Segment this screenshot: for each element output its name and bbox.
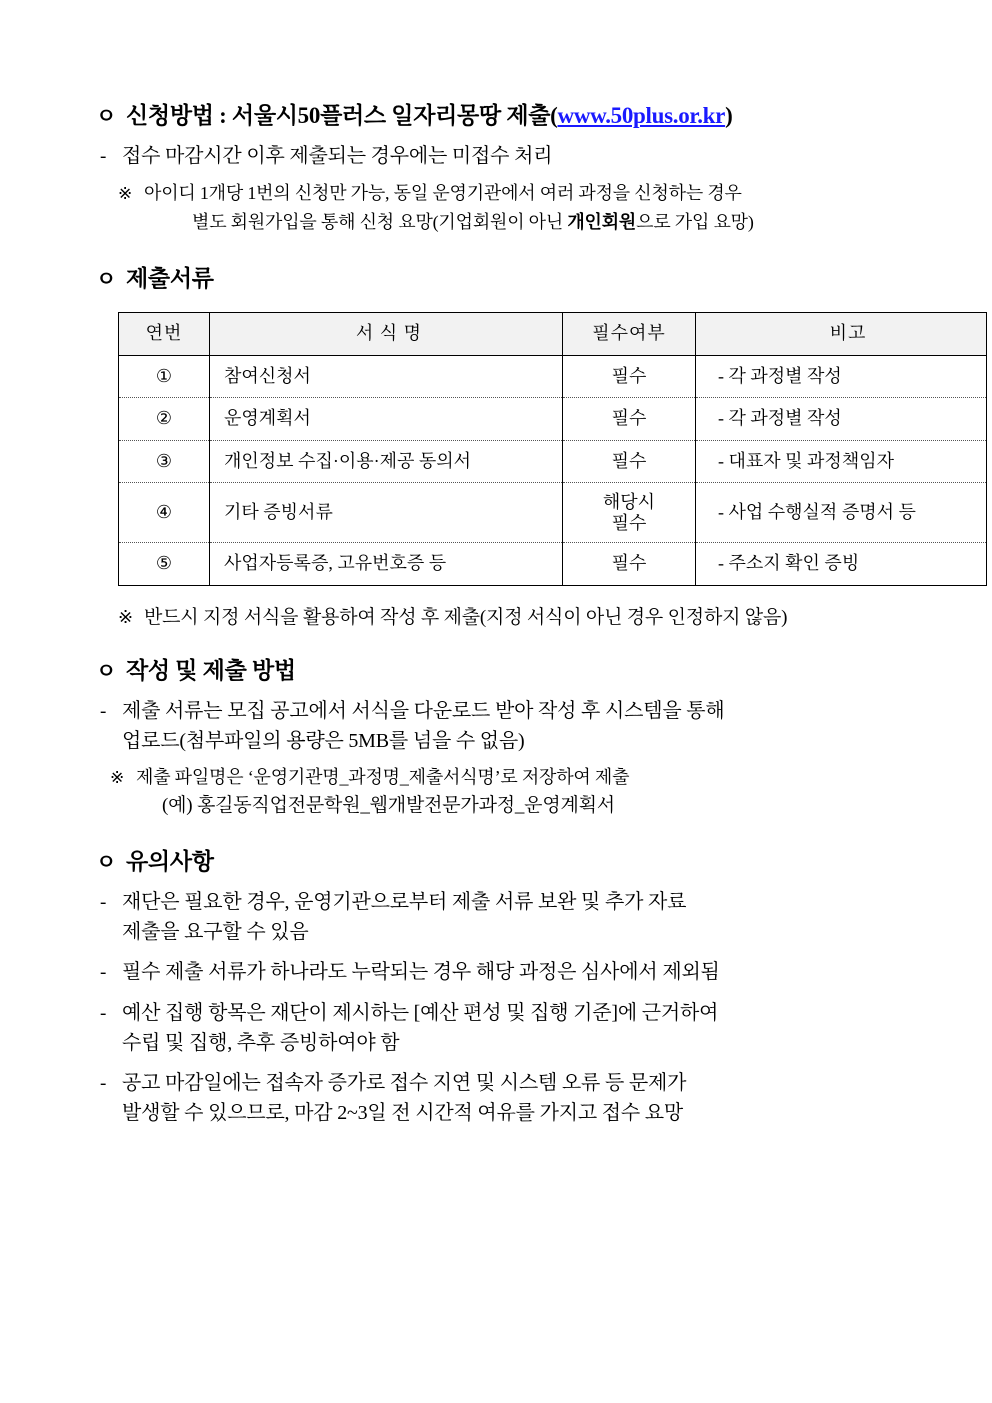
row-remarks: - 주소지 확인 증빙 (696, 543, 987, 585)
note-marker: ※ (118, 183, 133, 203)
heading-prefix: 신청방법 : 서울시50플러스 일자리몽땅 제출( (126, 103, 558, 128)
note-text (144, 180, 916, 238)
row-required: 필수 (563, 398, 696, 440)
dash-line-2: 제출을 요구할 수 있음 (122, 921, 309, 944)
dash-line-2: 발생할 수 있으므로, 마감 2~3일 전 시간적 여유를 가지고 접수 요망 (122, 1101, 684, 1124)
table-row (119, 482, 987, 542)
dash-text (122, 887, 916, 947)
dash-text (122, 1068, 916, 1128)
row-no: ③ (119, 440, 210, 482)
note-text: 반드시 지정 서식을 활용하여 작성 후 제출(지정 서식이 아닌 경우 인정하지 않음) (144, 606, 788, 628)
row-required: 필수 (563, 355, 696, 397)
table-header-no: 연번 (119, 313, 210, 355)
note-line-2-bold: 개인회원 (567, 212, 637, 233)
row-required-line-1: 해당시 (602, 491, 656, 512)
table-row (119, 398, 987, 440)
dash-line-2: 업로드(첨부파일의 용량은 5MB를 넘을 수 없음) (122, 729, 525, 752)
section-heading-write-and-submit (96, 655, 916, 686)
table-row (119, 355, 987, 397)
note-marker: ※ (118, 606, 134, 627)
bullet-circle-marker: ㅇ (96, 267, 117, 292)
row-no: ① (119, 355, 210, 397)
row-no: ⑤ (119, 543, 210, 585)
note-line-2: (예) 홍길동직업전문학원_웹개발전문가과정_운영계획서 (162, 794, 615, 816)
row-form-name: 개인정보 수집·이용·제공 동의서 (210, 440, 563, 482)
dash-item (96, 998, 916, 1058)
row-no: ④ (119, 482, 210, 542)
row-required: 필수 (563, 543, 696, 585)
dash-line-1: 예산 집행 항목은 재단이 제시하는 [예산 편성 및 집행 기준]에 근거하여 (122, 1001, 719, 1024)
note-line-2 (144, 209, 916, 237)
plus50-website-link[interactable]: www.50plus.or.kr (557, 103, 726, 128)
note-line-1: 제출 파일명은 ‘운영기관명_과정명_제출서식명’로 저장하여 제출 (136, 766, 630, 787)
heading-suffix: ) (725, 103, 733, 128)
dash-marker: - (100, 962, 107, 984)
dash-marker: - (100, 1072, 107, 1094)
table-note (118, 602, 916, 629)
dash-text (122, 696, 916, 756)
table-row (119, 543, 987, 585)
row-form-name: 사업자등록증, 고유번호증 등 (210, 543, 563, 585)
dash-item (96, 887, 916, 947)
table-row (119, 440, 987, 482)
row-remarks: - 각 과정별 작성 (696, 398, 987, 440)
heading-text: 작성 및 제출 방법 (126, 657, 296, 683)
dash-item (96, 141, 916, 172)
note-item (96, 180, 916, 238)
dash-item (96, 696, 916, 756)
row-remarks: - 사업 수행실적 증명서 등 (696, 482, 987, 542)
dash-marker: - (100, 700, 107, 722)
row-form-name: 운영계획서 (210, 398, 563, 440)
note-text (136, 764, 916, 820)
heading-text: 제출서류 (126, 266, 214, 292)
note-marker: ※ (110, 767, 125, 787)
section-heading-submission-documents (96, 263, 916, 294)
table-header-form-name: 서 식 명 (210, 313, 563, 355)
row-no: ② (119, 398, 210, 440)
dash-text: 접수 마감시간 이후 제출되는 경우에는 미접수 처리 (122, 145, 553, 168)
note-line-2-suffix: 으로 가입 요망) (636, 212, 754, 233)
heading-text: 유의사항 (126, 849, 214, 875)
table-header-row (119, 313, 987, 355)
table-header-required: 필수여부 (563, 313, 696, 355)
dash-line-1: 공고 마감일에는 접속자 증가로 접수 지연 및 시스템 오류 등 문제가 (122, 1071, 687, 1094)
dash-line-1: 재단은 필요한 경우, 운영기관으로부터 제출 서류 보완 및 추가 자료 (122, 891, 687, 914)
section-heading-apply-method (96, 100, 916, 131)
dash-marker: - (100, 892, 107, 914)
row-form-name: 참여신청서 (210, 355, 563, 397)
dash-item (96, 1068, 916, 1128)
dash-text: 필수 제출 서류가 하나라도 누락되는 경우 해당 과정은 심사에서 제외됨 (122, 961, 720, 984)
row-form-name: 기타 증빙서류 (210, 482, 563, 542)
section-heading-precautions (96, 846, 916, 877)
bullet-circle-marker: ㅇ (96, 850, 117, 875)
dash-text (122, 998, 916, 1058)
document-content (96, 100, 916, 1128)
row-remarks: - 각 과정별 작성 (696, 355, 987, 397)
note-line-2-prefix: 별도 회원가입을 통해 신청 요망(기업회원이 아닌 (192, 212, 568, 233)
dash-marker: - (100, 146, 107, 168)
row-required-line-2: 필수 (611, 512, 647, 533)
bullet-circle-marker: ㅇ (96, 658, 117, 683)
dash-line-1: 제출 서류는 모집 공고에서 서식을 다운로드 받아 작성 후 시스템을 통해 (122, 699, 725, 722)
dash-marker: - (100, 1002, 107, 1024)
heading-text (126, 100, 732, 131)
submission-documents-table (118, 312, 987, 585)
dash-item (96, 957, 916, 988)
dash-line-2: 수립 및 집행, 추후 증빙하여야 함 (122, 1031, 400, 1054)
row-required (563, 482, 696, 542)
table-header-remarks: 비고 (696, 313, 987, 355)
note-line-1: 아이디 1개당 1번의 신청만 가능, 동일 운영기관에서 여러 과정을 신청하는 경우 (144, 182, 742, 203)
submission-documents-table-wrapper (118, 312, 916, 585)
bullet-circle-marker: ㅇ (96, 104, 117, 128)
row-remarks: - 대표자 및 과정책임자 (696, 440, 987, 482)
note-item (96, 764, 916, 820)
row-required: 필수 (563, 440, 696, 482)
